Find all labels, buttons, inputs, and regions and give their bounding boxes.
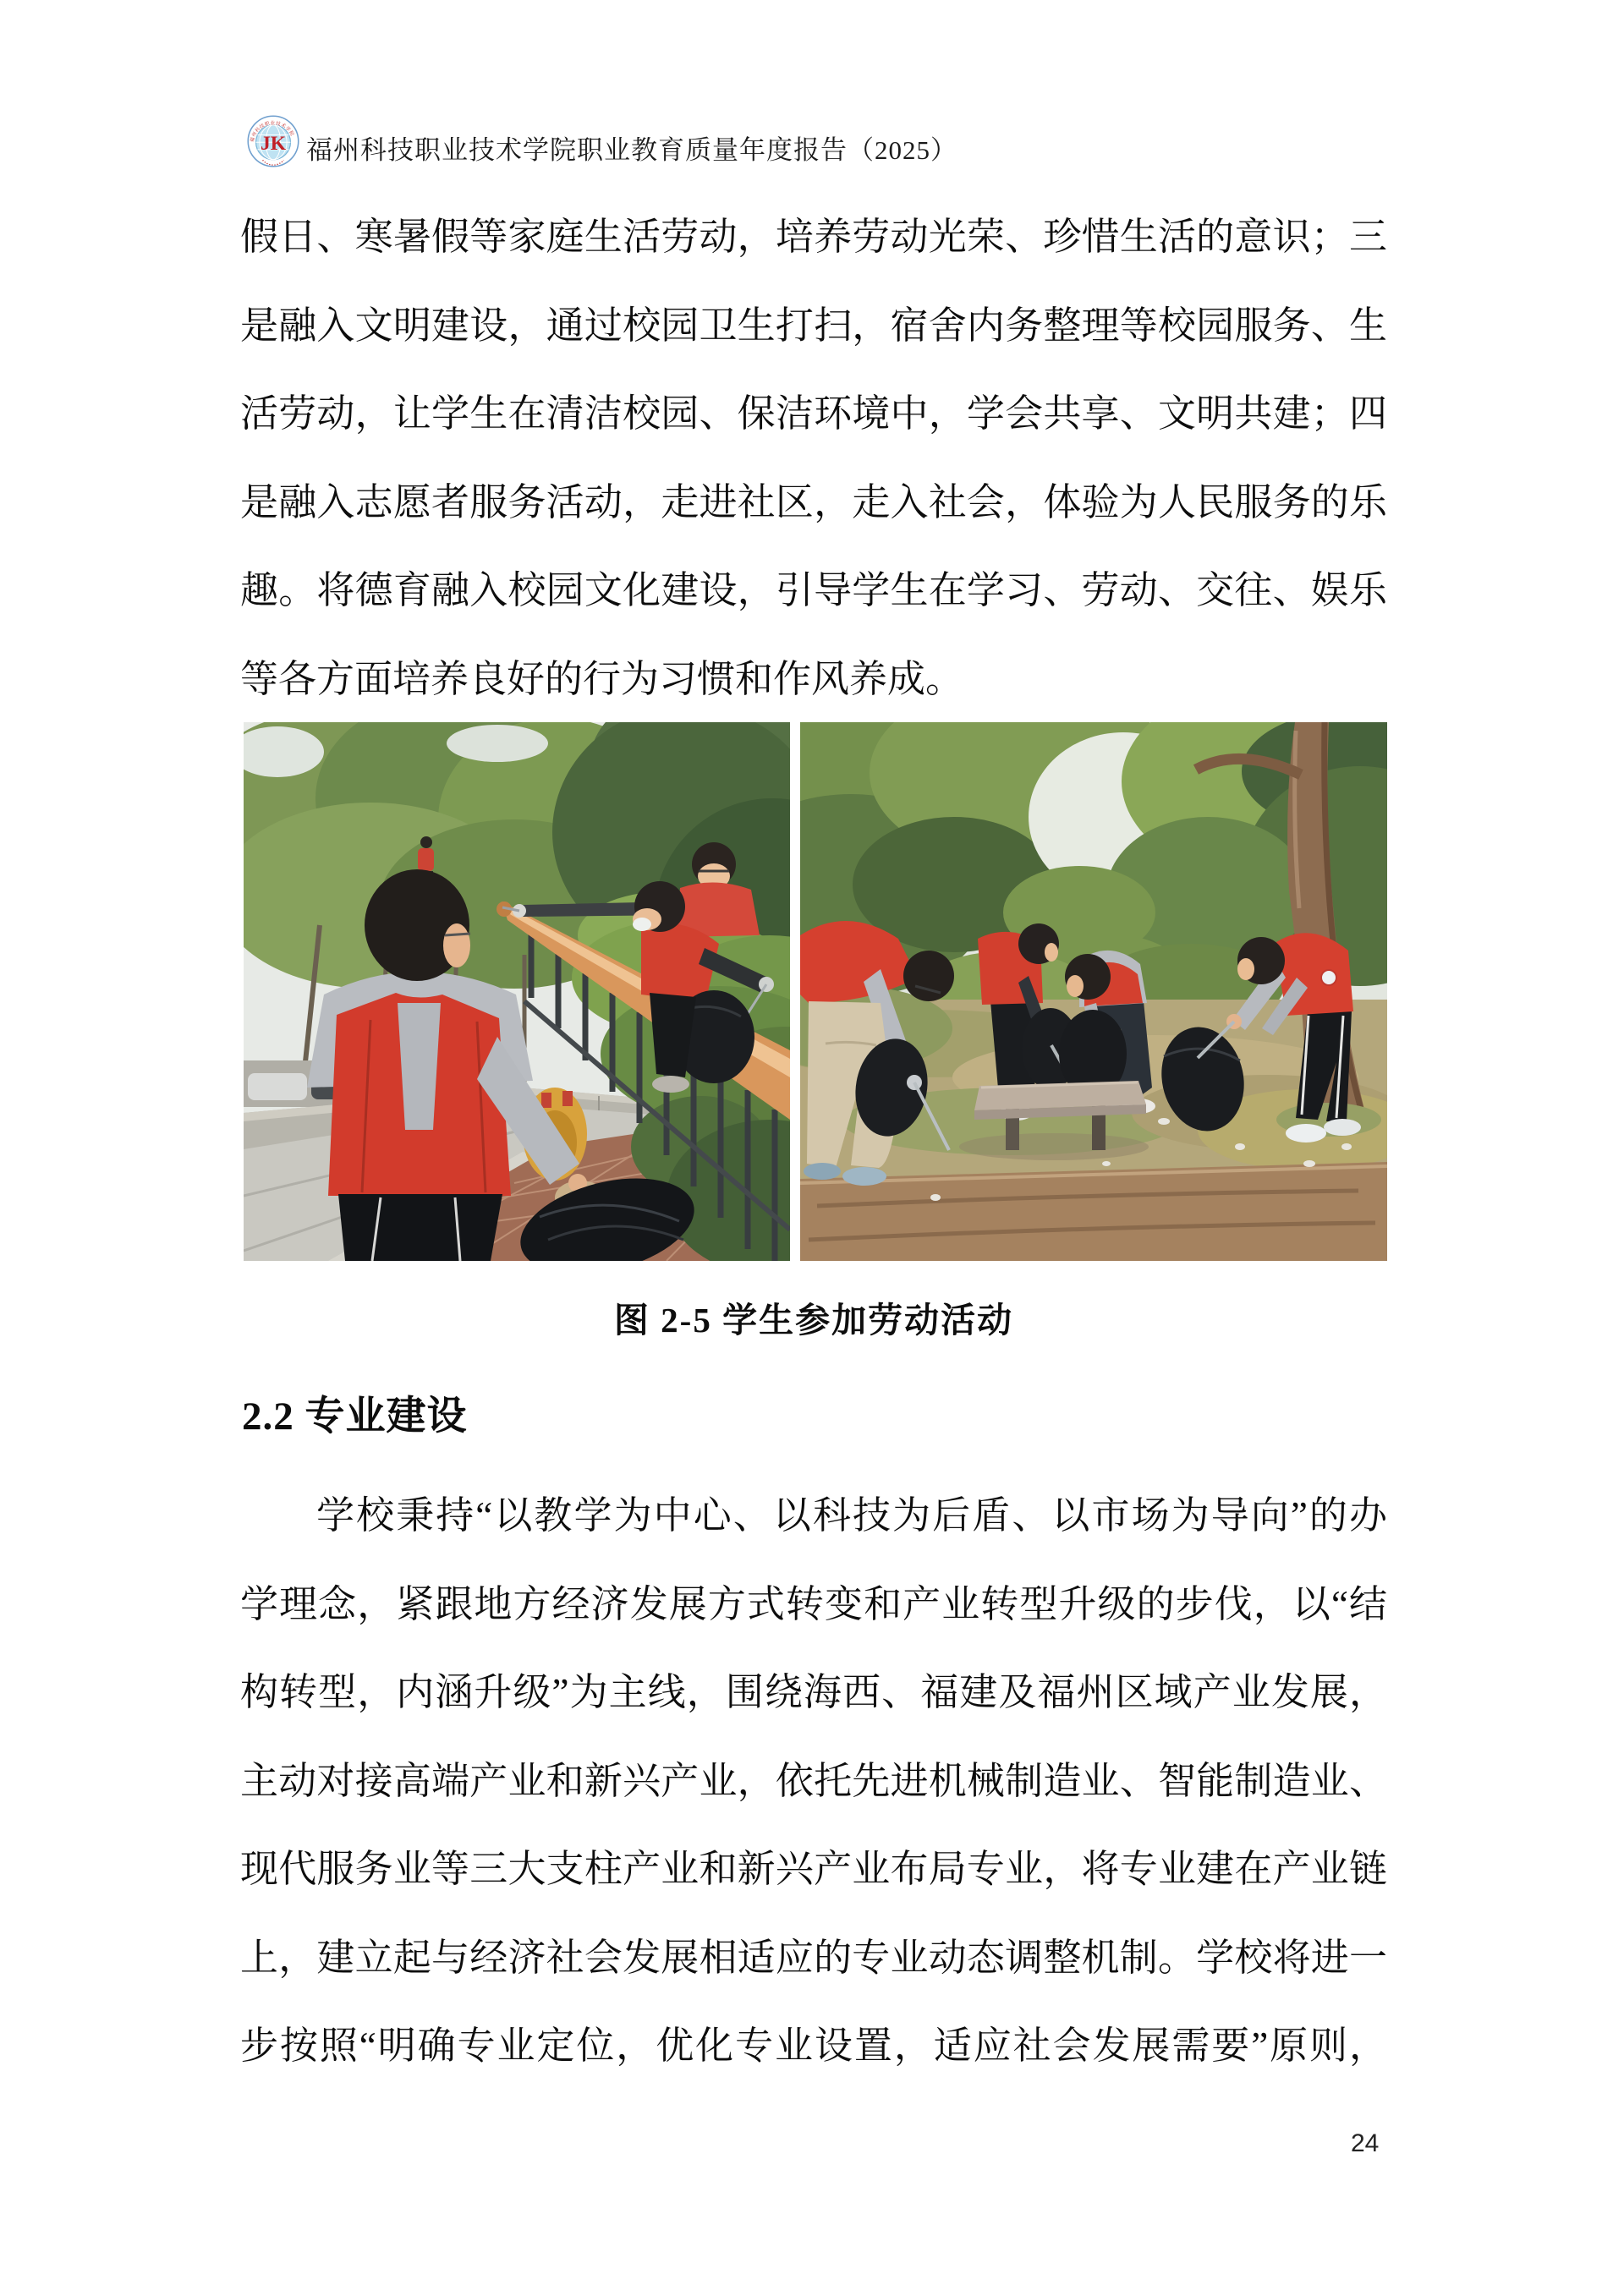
photo-students-railing	[244, 722, 790, 1261]
page-header	[247, 112, 957, 171]
school-logo	[247, 115, 299, 167]
face-mask	[633, 918, 651, 931]
glasses-icon	[445, 934, 470, 935]
paragraph-2-line: 现代服务业等三大支柱产业和新兴产业布局专业，将专业建在产业链	[240, 1848, 1387, 1890]
dirt-path	[800, 1162, 1387, 1261]
paragraph-2-line: 主动对接高端产业和新兴产业，依托先进机械制造业、智能制造业、	[240, 1759, 1387, 1802]
logo-monogram: JK	[260, 132, 287, 155]
figure-caption: 图 2-5 学生参加劳动活动	[613, 1301, 1014, 1340]
photo-students-field	[800, 722, 1387, 1261]
page-number: 24	[1351, 2129, 1380, 2157]
paragraph-1	[240, 193, 1387, 723]
paragraph-2-line: 学校秉持“以教学为中心、以科技为后盾、以市场为导向”的办	[316, 1494, 1387, 1537]
paragraph-2	[240, 1471, 1387, 2091]
paragraph-2-line: 构转型，内涵升级”为主线，围绕海西、福建及福州区域产业发展，	[240, 1671, 1387, 1713]
section-heading: 2.2 专业建设	[242, 1395, 468, 1438]
paragraph-2-line: 上，建立起与经济社会发展相适应的专业动态调整机制。学校将进一	[240, 1936, 1387, 1979]
paragraph-1-line: 活劳动，让学生在清洁校园、保洁环境中，学会共享、文明共建；四	[240, 392, 1387, 435]
report-title: 福州科技职业技术学院职业教育质量年度报告（2025）	[306, 134, 957, 165]
vest-logo	[1321, 970, 1336, 985]
paragraph-1-line: 假日、寒暑假等家庭生活劳动，培养劳动光荣、珍惜生活的意识；三	[240, 216, 1387, 258]
paragraph-2-line: 学理念，紧跟地方经济发展方式转变和产业转型升级的步伐，以“结	[240, 1582, 1387, 1625]
paragraph-1-line: 趣。将德育融入校园文化建设，引导学生在学习、劳动、交往、娱乐	[240, 569, 1387, 611]
paragraph-1-line: 是融入文明建设，通过校园卫生打扫，宿舍内务整理等校园服务、生	[240, 304, 1387, 347]
logo-arc-text: 福州科技职业技术学院	[250, 121, 295, 143]
paragraph-1-line: 等各方面培养良好的行为习惯和作风养成。	[240, 657, 964, 700]
paragraph-1-line: 是融入志愿者服务活动，走进社区，走入社会，体验为人民服务的乐	[240, 480, 1387, 523]
paragraph-2-line: 步按照“明确专业定位，优化专业设置，适应社会发展需要”原则，	[240, 2025, 1387, 2067]
